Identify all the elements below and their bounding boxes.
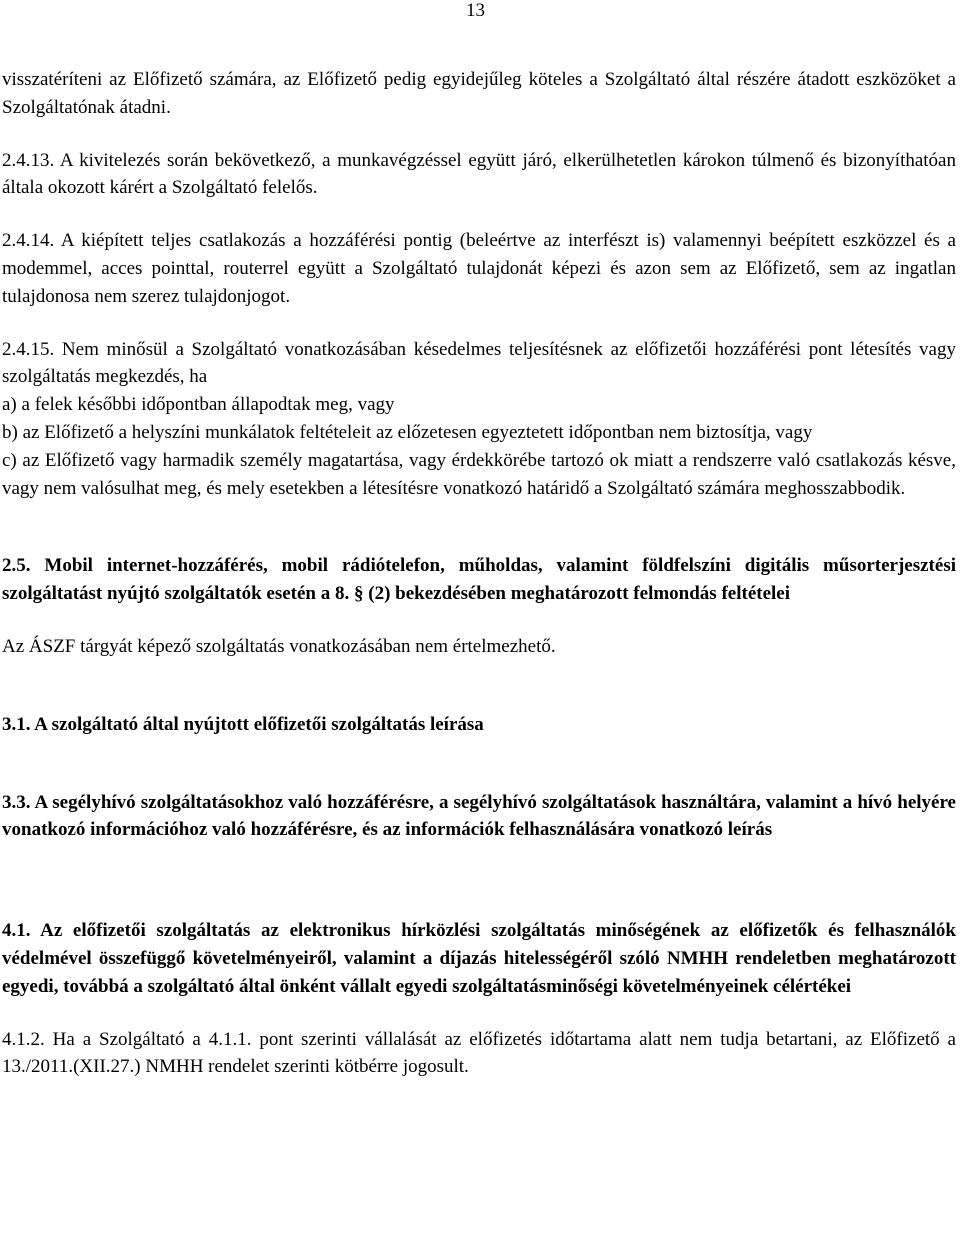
list-item-c: c) az Előfizető vagy harmadik személy magatartása, vagy érdekkörébe tartozó ok miatt a rendszerre való csatlakozás késve, vagy nem valósulhat meg, és mely esetekben a létesítésre vonatkozó határidő a Szolgáltató számára meghosszabbodik. <box>2 449 956 499</box>
spacer <box>2 844 956 917</box>
heading-4-1: 4.1. Az előfizetői szolgáltatás az elektronikus hírközlési szolgáltatás minőségének az előfizetők és felhasználók védelmével összefüggő követelményeiről, valamint a díjazás hitelességéről szóló NMHH rendeletben meghatározott egyedi, továbbá a szolgáltató által önként vállalt egyedi szolgáltatásminőségi követelményeinek célértékei <box>2 920 956 997</box>
spacer <box>2 608 956 633</box>
spacer <box>2 122 956 147</box>
paragraph-2-4-14: 2.4.14. A kiépített teljes csatlakozás a hozzáférési pontig (beleértve az interfészt is) valamennyi beépített eszközzel és a modemmel, acces pointtal, routerrel együtt a Szolgáltató tulajdonát képezi és azon sem az Előfizető, sem az ingatlan tulajdonosa nem szerez tulajdonjogot. <box>2 230 956 307</box>
list-item-a: a) a felek későbbi időpontban állapodtak meg, vagy <box>2 394 395 416</box>
paragraph-2-4-13: 2.4.13. A kivitelezés során bekövetkező, a munkavégzéssel együtt járó, elkerülhetetlen károkon túlmenő és bizonyíthatóan általa okozott kárért a Szolgáltató felelős. <box>2 149 956 199</box>
heading-3-1: 3.1. A szolgáltató által nyújtott előfizetői szolgáltatás leírása <box>2 713 484 735</box>
paragraph-not-applicable: Az ÁSZF tárgyát képező szolgáltatás vonatkozásában nem értelmezhető. <box>2 635 556 657</box>
spacer <box>2 661 956 711</box>
paragraph-continuation: visszatéríteni az Előfizető számára, az Előfizető pedig egyidejűleg köteles a Szolgáltató által részére átadott eszközöket a Szolgáltatónak átadni. <box>2 69 956 118</box>
spacer <box>2 311 956 336</box>
heading-3-3: 3.3. A segélyhívó szolgáltatásokhoz való hozzáférésre, a segélyhívó szolgáltatások használtára, valamint a hívó helyére vonatkozó információhoz való hozzáférésre, és az információk felhasználására vonatkozó leírás <box>2 791 956 841</box>
spacer <box>2 739 956 789</box>
spacer <box>2 502 956 552</box>
page-number: 13 <box>466 0 485 21</box>
list-item-b: b) az Előfizető a helyszíni munkálatok feltételeit az előzetesen egyeztetett időpontban nem biztosítja, vagy <box>2 421 813 443</box>
heading-2-5: 2.5. Mobil internet-hozzáférés, mobil rádiótelefon, műholdas, valamint földfelszíni digitális műsorterjesztési szolgáltatást nyújtó szolgáltatók esetén a 8. § (2) bekezdésében meghatározott felmondás feltételei <box>2 555 956 605</box>
paragraph-4-1-2: 4.1.2. Ha a Szolgáltató a 4.1.1. pont szerinti vállalását az előfizetés időtartama alatt nem tudja betartani, az Előfizető a 13./2011.(XII.27.) NMHH rendelet szerinti kötbérre jogosult. <box>2 1028 956 1078</box>
spacer <box>2 1001 956 1026</box>
spacer <box>2 202 956 227</box>
document-content <box>2 66 956 1081</box>
paragraph-2-4-15: 2.4.15. Nem minősül a Szolgáltató vonatkozásában késedelmes teljesítésnek az előfizetői hozzáférési pont létesítés vagy szolgáltatás megkezdés, ha <box>2 338 956 388</box>
